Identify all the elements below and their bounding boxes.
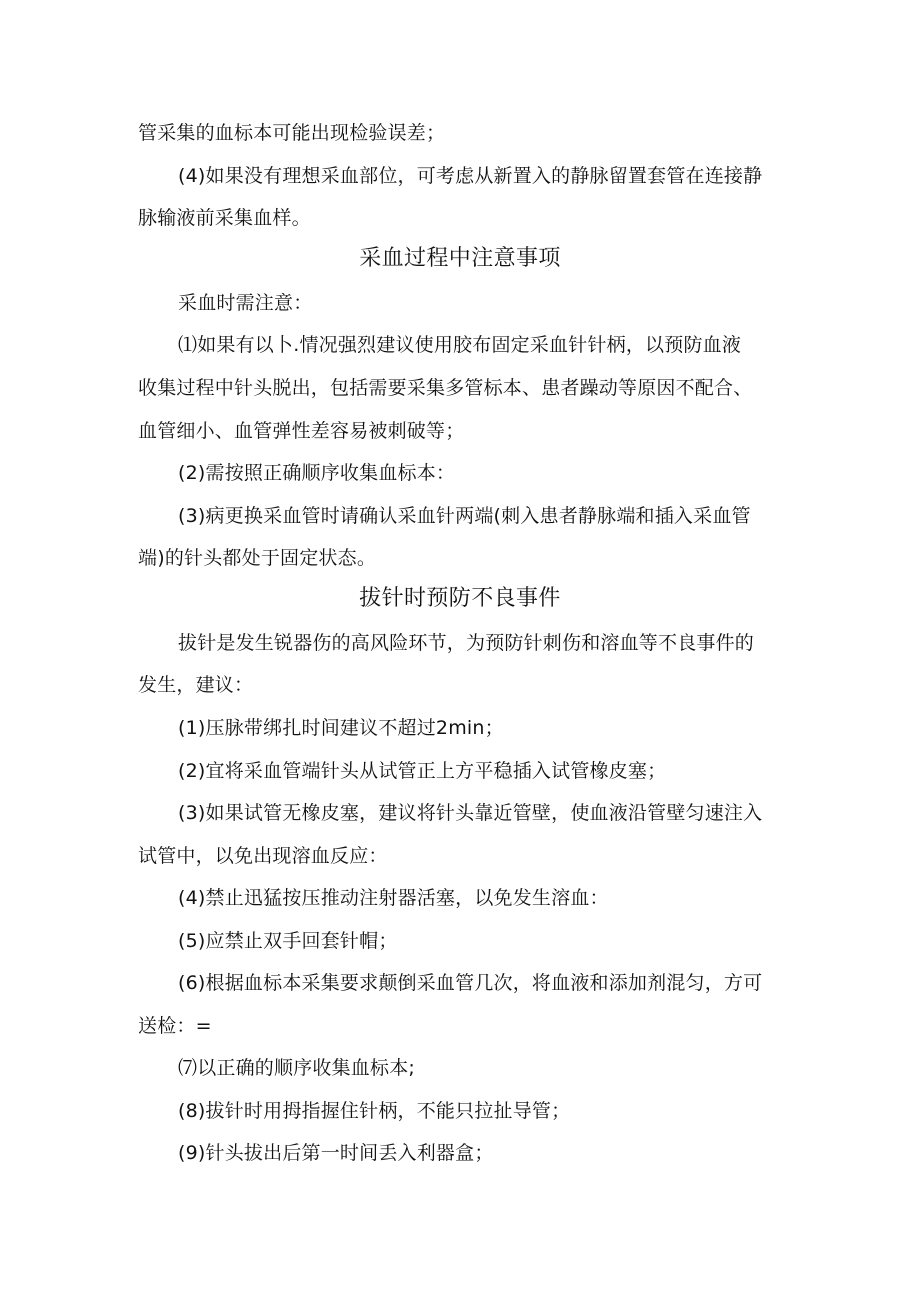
paragraph-line: 采血时需注意： [178, 292, 313, 314]
paragraph-line: (3)病更换采血管时请确认采血针两端(刺入患者静脉端和插入采血管 [178, 505, 751, 527]
paragraph-line: (2)需按照正确顺序收集血标本： [178, 462, 456, 484]
paragraph-line: (1)压脉带绑扎时间建议不超过2min； [178, 717, 504, 739]
paragraph-line: 拔针是发生锐器伤的高风险环节，为预防针刺伤和溶血等不良事件的 [178, 632, 755, 654]
paragraph-line: (3)如果试管无橡皮塞，建议将针头靠近管壁，使血液沿管壁匀速注入 [178, 802, 763, 824]
paragraph-line: 收集过程中针头脱出，包括需要采集多管标本、患者躁动等原因不配合、 [138, 377, 753, 399]
paragraph-line: 管采集的血标本可能出现检验误差； [138, 122, 446, 144]
paragraph-line: (5)应禁止双手回套针帽； [178, 930, 398, 952]
paragraph-line: 试管中，以免出现溶血反应： [138, 845, 388, 867]
paragraph-line: (8)拔针时用拇指握住针柄，不能只拉扯导管； [178, 1100, 571, 1122]
paragraph-line: ⑴如果有以卜.情况强烈建议使用胶布固定采血针针柄，以预防血液 [178, 334, 742, 356]
section-heading: 采血过程中注意事项 [359, 246, 561, 271]
paragraph-line: ⑺以正确的顺序收集血标本; [178, 1057, 416, 1079]
paragraph-line: (2)宜将采血管端针头从试管正上方平稳插入试管橡皮塞； [178, 760, 667, 782]
paragraph-line: 血管细小、血管弹性差容易被刺破等； [138, 420, 465, 442]
section-heading: 拔针时预防不良事件 [359, 586, 561, 611]
paragraph-line: (4)如果没有理想采血部位，可考虑从新置入的静脉留置套管在连接静 [178, 165, 763, 187]
paragraph-line: (4)禁止迅猛按压推动注射器活塞，以免发生溶血： [178, 887, 609, 909]
paragraph-line: 端)的针头都处于固定状态。 [138, 547, 377, 569]
paragraph-line: 送检：= [138, 1015, 212, 1037]
paragraph-line: 发生，建议： [138, 674, 254, 696]
paragraph-line: (6)根据血标本采集要求颠倒采血管几次，将血液和添加剂混匀，方可 [178, 972, 763, 994]
paragraph-line: (9)针头拔出后第一时间丢入利器盒； [178, 1142, 494, 1164]
paragraph-line: 脉输液前采集血样。 [138, 207, 311, 229]
